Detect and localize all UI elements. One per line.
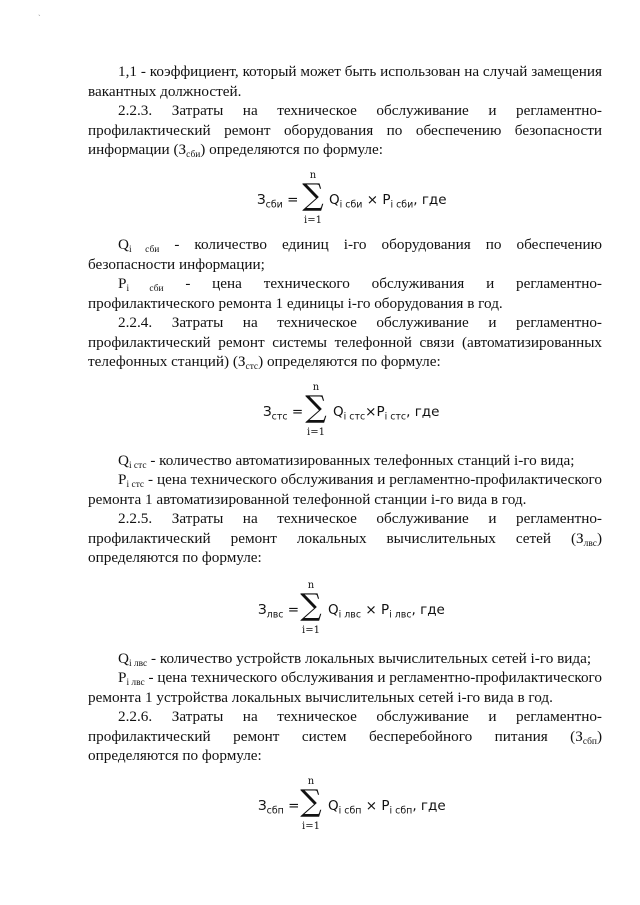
formula-rhs: $Q_{i сбп} \times P_{i сбп}$, где [328, 798, 446, 817]
definition-p-sbi: $P_{i сби}$ - цена технического обслуживания и регламентно-профилактического ремонта 1 единицы i-го оборудования в год. [88, 275, 602, 312]
formula-rhs: $Q_{i сби} \times P_{i сби}$, где [329, 192, 447, 211]
paragraph-2-2-6: 2.2.6. Затраты на техническое обслуживание и регламентно-профилактический ремонт систем бесперебойного питания $(З_{сбп})$ определяются по формуле: [88, 708, 602, 764]
formula-lhs: $З_{сби}$ = [257, 192, 299, 211]
definition-q-sbi: $Q_{i сби}$ - количество единиц i-го оборудования по обеспечению безопасности информации; [88, 236, 603, 273]
definition-p-stc: $P_{i стс}$ - цена технического обслуживания и регламентно-профилактического ремонта 1 автоматизированной телефонной станции i-го вида в год. [88, 471, 603, 508]
formula-lvs: $З_{лвс}$ = n ∑ i=1 $Q_{i лвс} \times P_{i лвс}$, где [258, 580, 445, 636]
formula-rhs: $Q_{i стс}\times P_{i стс}$, где [333, 404, 440, 423]
paragraph-2-2-4: 2.2.4. Затраты на техническое обслуживание и регламентно-профилактический ремонт системы телефонной связи (автоматизированных телефонных станций) $(З_{стс})$ определяются по формуле: [88, 314, 602, 372]
paragraph-2-2-3 [88, 101, 602, 160]
paragraph-text: ) определяются по формуле: [200, 141, 383, 158]
scan-mark: ` [38, 14, 41, 23]
definition-q-lvs: $Q_{i лвс}$ - количество устройств локальных вычислительных сетей i-го вида; [118, 650, 592, 669]
formula-sbi: $З_{сби}$ = n ∑ i=1 $Q_{i сби} \times P_{i сби}$, где [257, 170, 447, 226]
paragraph-2-2-5: 2.2.5. Затраты на техническое обслуживание и регламентно-профилактический ремонт локальных вычислительных сетей $(З_{лвс})$ определяются по формуле: [88, 510, 602, 566]
paragraph-text: 2.2.3. Затраты на техническое обслуживание и регламентно-профилактический ремонт оборудования по обеспечению безопасности информации (З [88, 102, 602, 158]
definition-p-lvs: $P_{i лвс}$ - цена технического обслуживания и регламентно-профилактического ремонта 1 устройства локальных вычислительных сетей i-го вида в год. [88, 669, 602, 706]
formula-rhs: $Q_{i лвс} \times P_{i лвс}$, где [328, 602, 445, 621]
definition-q-stc: $Q_{i стс}$ - количество автоматизированных телефонных станций i-го вида; [118, 452, 575, 471]
formula-lhs: $З_{лвс}$ = [258, 602, 300, 621]
paragraph-coefficient: 1,1 - коэффициент, который может быть использован на случай замещения вакантных должностей. [88, 63, 602, 100]
formula-lhs: $З_{стс}$ = [263, 404, 304, 423]
formula-stc: $З_{стс}$ = n ∑ i=1 $Q_{i стс}\times P_{i стс}$, где [263, 382, 440, 438]
formula-lhs: $З_{сбп}$ = [258, 798, 300, 817]
formula-sbp: $З_{сбп}$ = n ∑ i=1 $Q_{i сбп} \times P_{i сбп}$, где [258, 776, 446, 832]
subscript: сби [186, 149, 201, 160]
